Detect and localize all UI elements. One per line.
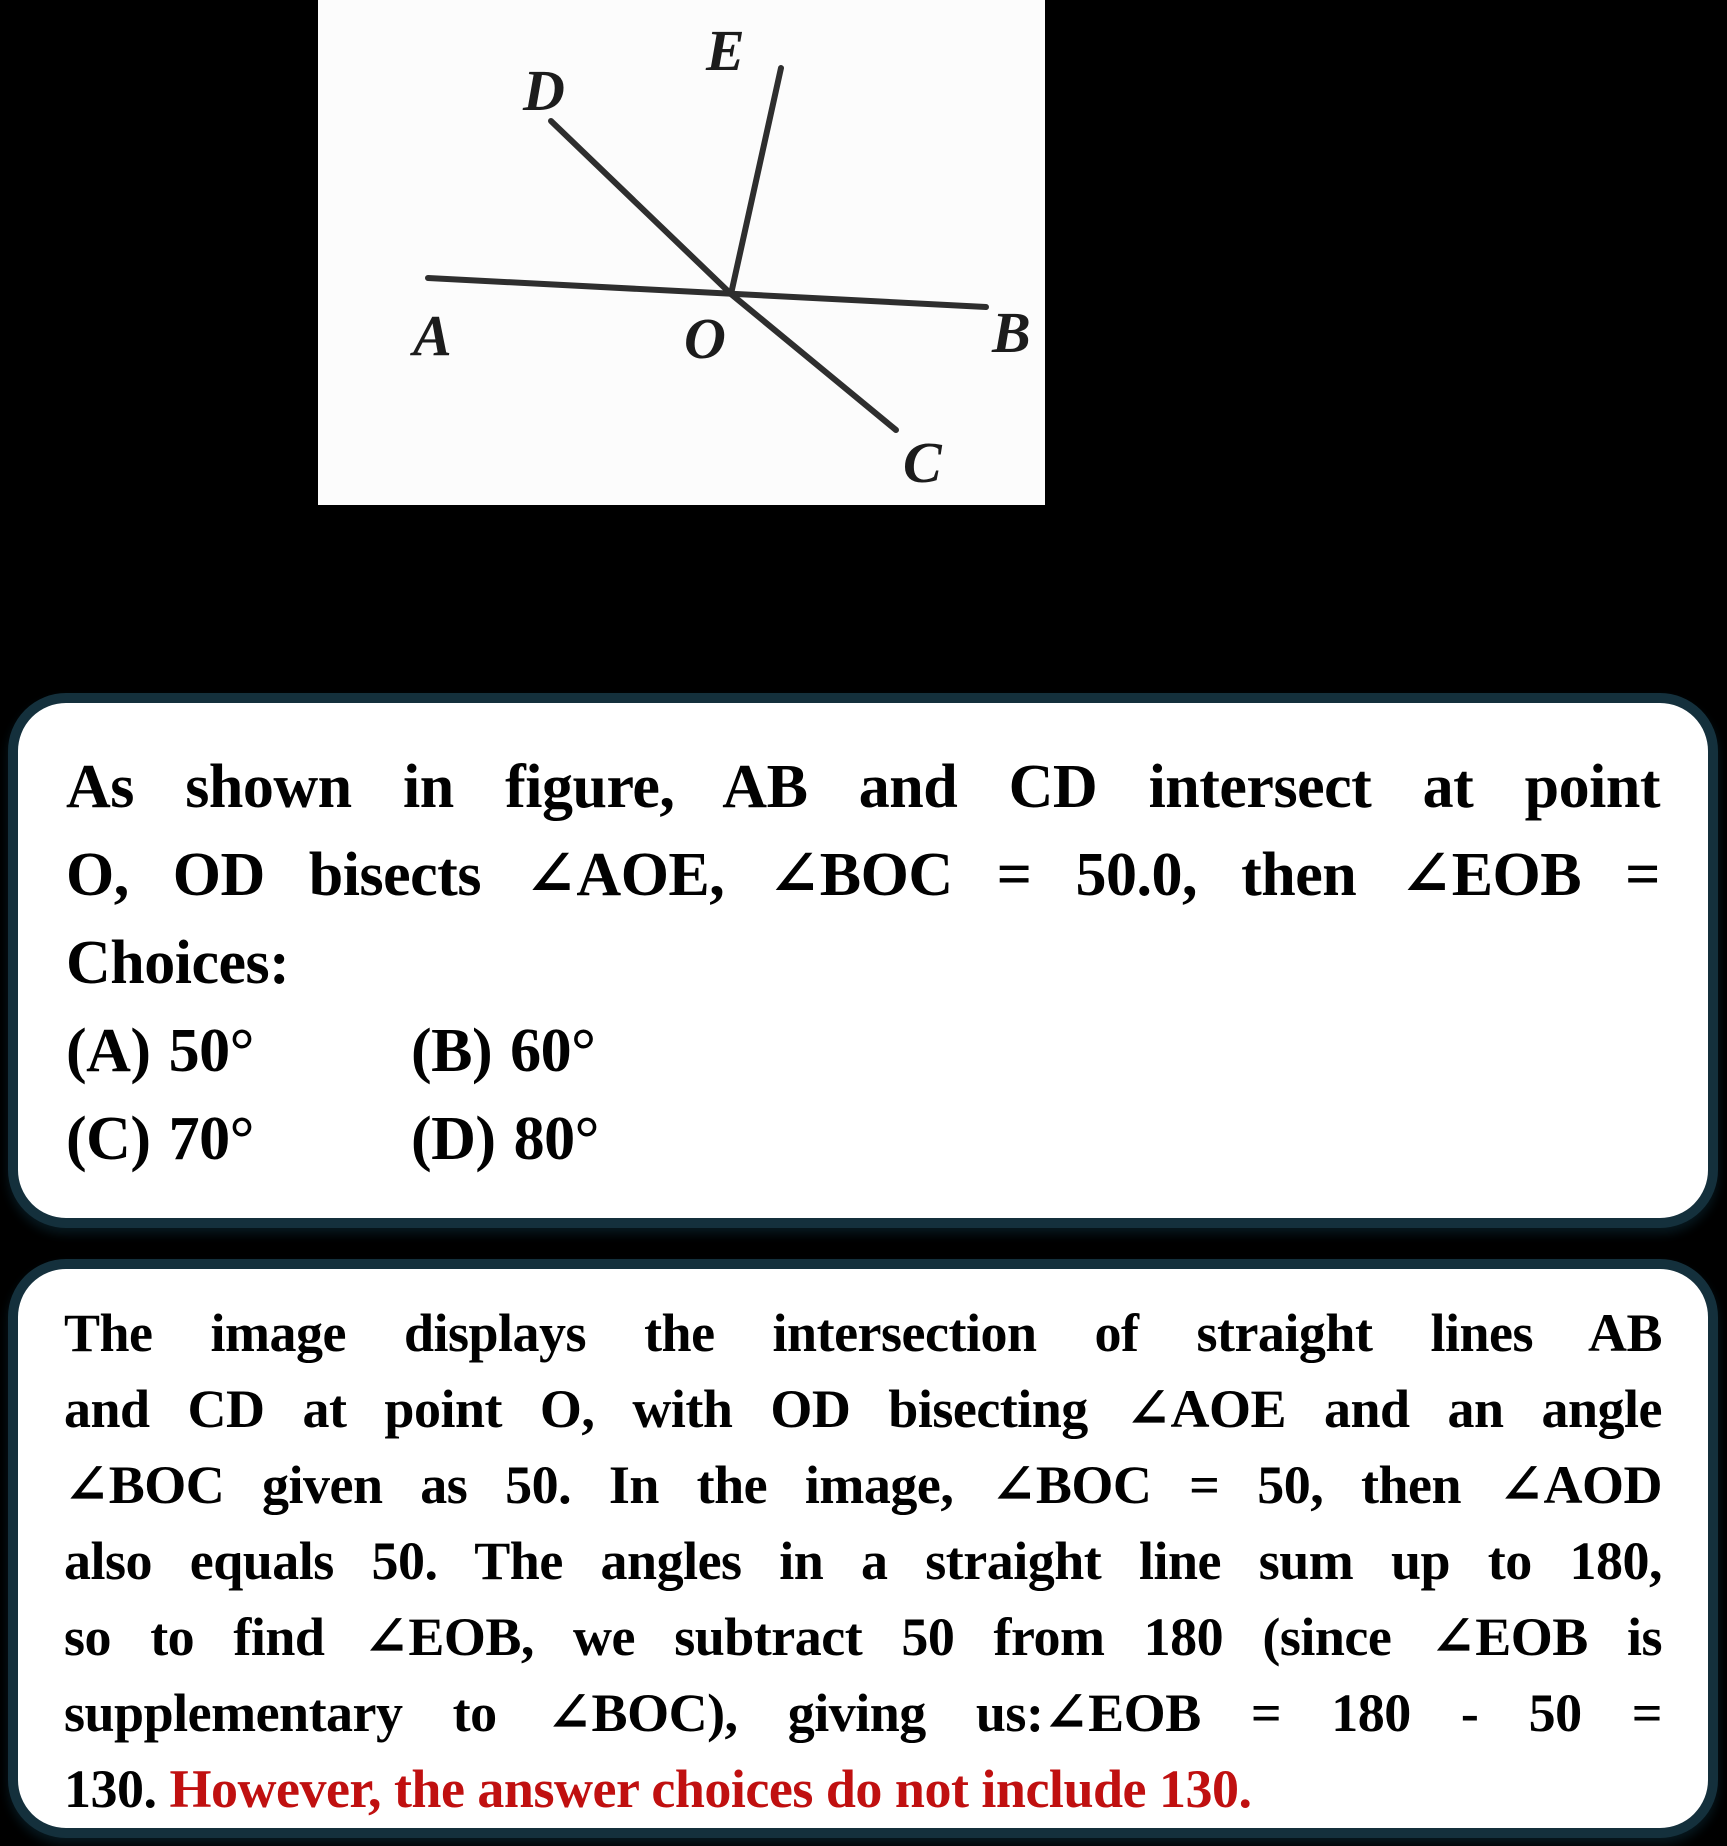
choice-B-value: 60° (510, 1017, 596, 1085)
choice-D-label: (D) (411, 1105, 496, 1173)
ray-OE (731, 68, 781, 294)
point-label-A: A (413, 303, 452, 368)
geometry-figure-svg (318, 0, 1045, 505)
explanation-line-4: also equals 50. The angles in a straight line sum up to 180, (64, 1531, 1662, 1591)
explanation-highlight: However, the answer choices do not include 130. (169, 1759, 1252, 1819)
explanation-last-line-prefix: 130. (64, 1759, 157, 1819)
point-label-D: D (523, 58, 565, 123)
choice-B-label: (B) (411, 1017, 493, 1085)
point-label-C: C (903, 430, 942, 495)
explanation-line-5: so to find ∠EOB, we subtract 50 from 180 (since ∠EOB is (64, 1607, 1662, 1667)
choice-C (66, 1095, 411, 1183)
explanation-line-6: supplementary to ∠BOC), giving us:∠EOB = 180 - 50 = (64, 1683, 1662, 1743)
question-text-line-1: As shown in figure, AB and CD intersect at point (66, 753, 1660, 821)
question-card (8, 693, 1718, 1228)
point-label-E: E (706, 18, 745, 83)
choice-A (66, 1007, 411, 1095)
choice-A-label: (A) (66, 1017, 151, 1085)
explanation-line-2: and CD at point O, with OD bisecting ∠AOE and an angle (64, 1379, 1662, 1439)
explanation-line-3: ∠BOC given as 50. In the image, ∠BOC = 50, then ∠AOD (64, 1455, 1662, 1515)
choice-A-value: 50° (168, 1017, 254, 1085)
choice-C-value: 70° (168, 1105, 254, 1173)
choice-D-value: 80° (513, 1105, 599, 1173)
line-AB (428, 278, 986, 307)
choices-row-1 (66, 1007, 1660, 1095)
point-label-O: O (684, 306, 726, 371)
ray-OC (731, 294, 896, 430)
choice-D (411, 1095, 756, 1183)
explanation-line-7 (64, 1751, 1662, 1827)
choices-row-2 (66, 1095, 1660, 1183)
choice-B (411, 1007, 756, 1095)
question-text-line-2: O, OD bisects ∠AOE, ∠BOC = 50.0, then ∠EOB = (66, 841, 1660, 909)
geometry-figure (318, 0, 1045, 505)
explanation-card (8, 1259, 1718, 1838)
choice-C-label: (C) (66, 1105, 151, 1173)
explanation-line-1: The image displays the intersection of straight lines AB (64, 1303, 1662, 1363)
choices-heading: Choices: (66, 929, 290, 997)
point-label-B: B (992, 300, 1031, 365)
ray-OD (551, 121, 731, 294)
